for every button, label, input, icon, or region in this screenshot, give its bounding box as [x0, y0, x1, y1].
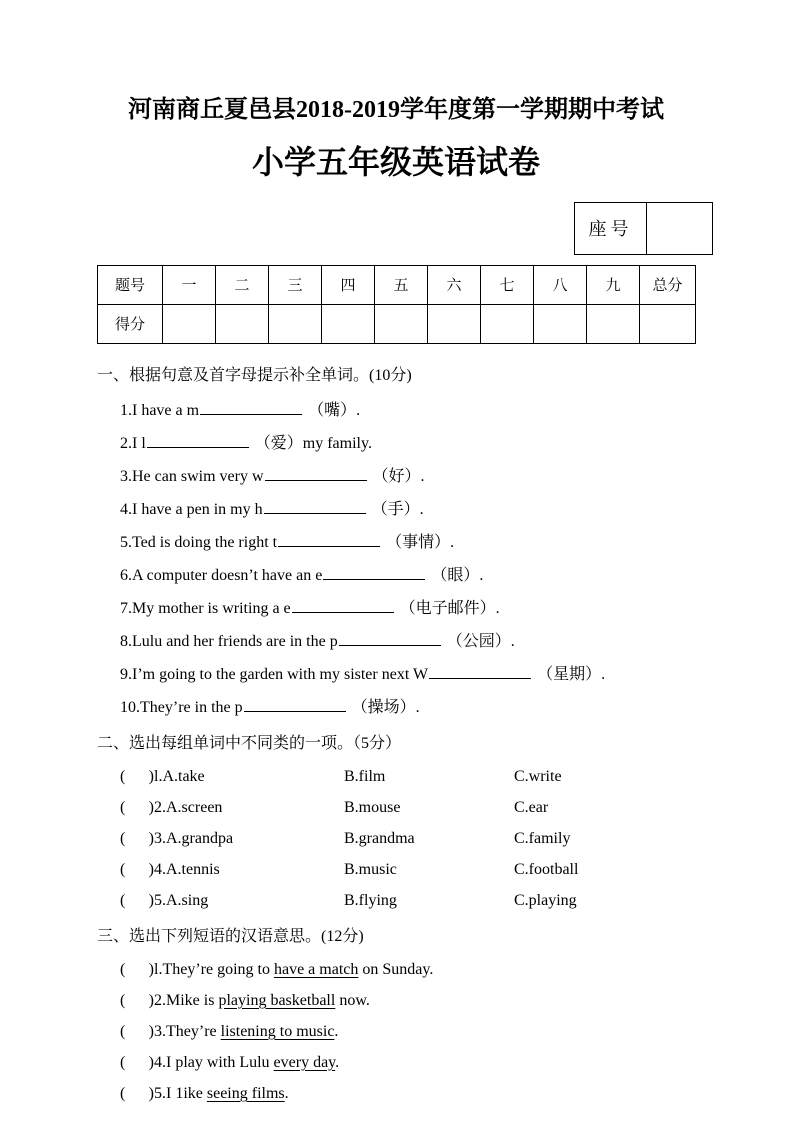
question-text: 6.A computer doesn’t have an e [120, 566, 323, 584]
section1-question-10 [97, 696, 695, 718]
answer-blank[interactable] [429, 663, 531, 679]
section3-question-2 [97, 991, 695, 1011]
answer-bracket[interactable] [120, 798, 154, 818]
score-header-cell: 一 [163, 265, 216, 304]
section2-question-3 [97, 829, 695, 849]
phrase-post: on Sunday. [358, 960, 434, 978]
score-cell[interactable] [481, 304, 534, 343]
phrase-pre: 2.Mike is [154, 991, 219, 1009]
answer-bracket[interactable] [120, 991, 154, 1011]
option-c: C.football [514, 860, 579, 878]
bracket-open: ( [120, 1053, 126, 1071]
question-text: 1.I have a m [120, 401, 200, 419]
phrase-pre: 5.I 1ike [154, 1084, 207, 1102]
answer-bracket[interactable] [120, 829, 154, 849]
phrase-pre: 4.I play with Lulu [154, 1053, 274, 1071]
question-text: 8.Lulu and her friends are in the p [120, 632, 338, 650]
score-table-header-row [98, 265, 696, 304]
section1-question-4 [97, 498, 695, 520]
score-header-cell: 四 [322, 265, 375, 304]
bracket-open: ( [120, 798, 126, 816]
section2-question-4 [97, 860, 695, 880]
score-cell[interactable] [375, 304, 428, 343]
option-b: B.mouse [344, 798, 401, 816]
score-row-label: 得分 [98, 304, 163, 343]
seat-number-box [574, 202, 713, 255]
option-c: C.playing [514, 891, 577, 909]
section1-question-5 [97, 531, 695, 553]
question-hint: （手）. [371, 500, 424, 518]
section1-question-2 [97, 432, 695, 454]
option-b: B.film [344, 767, 386, 785]
option-c: C.ear [514, 798, 549, 816]
score-cell[interactable] [322, 304, 375, 343]
answer-blank[interactable] [147, 432, 249, 448]
phrase-pre: 3.They’re [154, 1022, 221, 1040]
section1-question-9 [97, 663, 695, 685]
score-cell[interactable] [640, 304, 696, 343]
underlined-phrase: have a match [273, 960, 359, 978]
exam-title: 河南商丘夏邑县2018-2019学年度第一学期期中考试 [128, 97, 664, 123]
score-header-cell: 二 [216, 265, 269, 304]
bracket-close: ) [148, 1084, 154, 1102]
bracket-close: ) [148, 1022, 154, 1040]
answer-blank[interactable] [264, 498, 366, 514]
seat-label: 座号 [575, 202, 647, 254]
section1-question-1 [97, 399, 695, 421]
question-hint: （爱）my family. [254, 434, 372, 452]
section2-question-5 [97, 891, 695, 911]
option-b: B.music [344, 860, 397, 878]
answer-blank[interactable] [323, 564, 425, 580]
score-cell[interactable] [534, 304, 587, 343]
question-text: 4.I have a pen in my h [120, 500, 263, 518]
underlined-phrase: seeing films [206, 1084, 285, 1102]
option-a: 2.A.screen [154, 798, 223, 816]
answer-bracket[interactable] [120, 767, 154, 787]
score-header-cell: 五 [375, 265, 428, 304]
section1-question-6 [97, 564, 695, 586]
phrase-post: now. [335, 991, 370, 1009]
bracket-open: ( [120, 991, 126, 1009]
question-hint: （好）. [372, 467, 425, 485]
seat-value-cell[interactable] [647, 202, 713, 254]
section2-heading: 二、选出每组单词中不同类的一项。（5分） [97, 734, 402, 752]
phrase-post: . [284, 1084, 289, 1102]
answer-bracket[interactable] [120, 960, 154, 980]
question-hint: （操场）. [351, 698, 420, 716]
score-header-cell: 总分 [640, 265, 696, 304]
bracket-close: ) [148, 860, 154, 878]
score-header-cell: 六 [428, 265, 481, 304]
score-header-cell: 九 [587, 265, 640, 304]
bracket-open: ( [120, 860, 126, 878]
bracket-open: ( [120, 891, 126, 909]
question-hint: （星期）. [537, 665, 606, 683]
bracket-open: ( [120, 960, 126, 978]
bracket-open: ( [120, 829, 126, 847]
bracket-close: ) [148, 829, 154, 847]
underlined-phrase: listening to music [220, 1022, 335, 1040]
answer-bracket[interactable] [120, 891, 154, 911]
bracket-open: ( [120, 1084, 126, 1102]
underlined-phrase: every day [273, 1053, 336, 1071]
seat-box-wrapper [97, 202, 713, 255]
option-a: 3.A.grandpa [154, 829, 234, 847]
bracket-close: ) [148, 1053, 154, 1071]
score-cell[interactable] [216, 304, 269, 343]
question-text: 5.Ted is doing the right t [120, 533, 278, 551]
underlined-phrase: playing basketball [218, 991, 336, 1009]
bracket-close: ) [148, 767, 154, 785]
option-a: l.A.take [154, 767, 205, 785]
question-hint: （嘴）. [308, 401, 361, 419]
question-text: 3.He can swim very w [120, 467, 264, 485]
section1-heading: 一、根据句意及首字母提示补全单词。(10分) [97, 366, 412, 384]
answer-bracket[interactable] [120, 860, 154, 880]
score-header-cell: 题号 [98, 265, 163, 304]
score-header-cell: 三 [269, 265, 322, 304]
answer-blank[interactable] [339, 630, 441, 646]
score-table [97, 265, 696, 344]
bracket-close: ) [148, 960, 154, 978]
option-a: 4.A.tennis [154, 860, 220, 878]
question-hint: （眼）. [431, 566, 484, 584]
bracket-open: ( [120, 767, 126, 785]
score-cell[interactable] [163, 304, 216, 343]
answer-bracket[interactable] [120, 1084, 154, 1104]
score-table-score-row [98, 304, 696, 343]
score-header-cell: 七 [481, 265, 534, 304]
answer-blank[interactable] [265, 465, 367, 481]
score-cell[interactable] [269, 304, 322, 343]
bracket-close: ) [148, 891, 154, 909]
option-c: C.family [514, 829, 571, 847]
bracket-close: ) [148, 798, 154, 816]
option-b: B.grandma [344, 829, 415, 847]
answer-blank[interactable] [244, 696, 346, 712]
question-text: 7.My mother is writing a e [120, 599, 291, 617]
question-text: 9.I’m going to the garden with my sister next W [120, 665, 429, 683]
answer-blank[interactable] [292, 597, 394, 613]
phrase-post: . [335, 1053, 340, 1071]
section1-question-7 [97, 597, 695, 619]
question-text: 2.I l [120, 434, 146, 452]
phrase-post: . [334, 1022, 339, 1040]
answer-bracket[interactable] [120, 1022, 154, 1042]
option-c: C.write [514, 767, 562, 785]
section3-question-4 [97, 1053, 695, 1073]
section3-question-3 [97, 1022, 695, 1042]
phrase-pre: l.They’re going to [154, 960, 274, 978]
section1-question-8 [97, 630, 695, 652]
answer-blank[interactable] [278, 531, 380, 547]
exam-subtitle: 小学五年级英语试卷 [251, 144, 540, 181]
answer-bracket[interactable] [120, 1053, 154, 1073]
section1-question-3 [97, 465, 695, 487]
section3-heading: 三、选出下列短语的汉语意思。(12分) [97, 927, 364, 945]
section2-question-2 [97, 798, 695, 818]
section3-question-5 [97, 1084, 695, 1104]
question-hint: （公园）. [446, 632, 515, 650]
question-text: 10.They’re in the p [120, 698, 243, 716]
bracket-open: ( [120, 1022, 126, 1040]
bracket-close: ) [148, 991, 154, 1009]
score-cell[interactable] [587, 304, 640, 343]
section2-question-1 [97, 767, 695, 787]
section3-question-1 [97, 960, 695, 980]
option-b: B.flying [344, 891, 397, 909]
question-hint: （电子邮件）. [399, 599, 500, 617]
score-header-cell: 八 [534, 265, 587, 304]
answer-blank[interactable] [200, 399, 302, 415]
score-cell[interactable] [428, 304, 481, 343]
option-a: 5.A.sing [154, 891, 209, 909]
question-hint: （事情）. [386, 533, 455, 551]
